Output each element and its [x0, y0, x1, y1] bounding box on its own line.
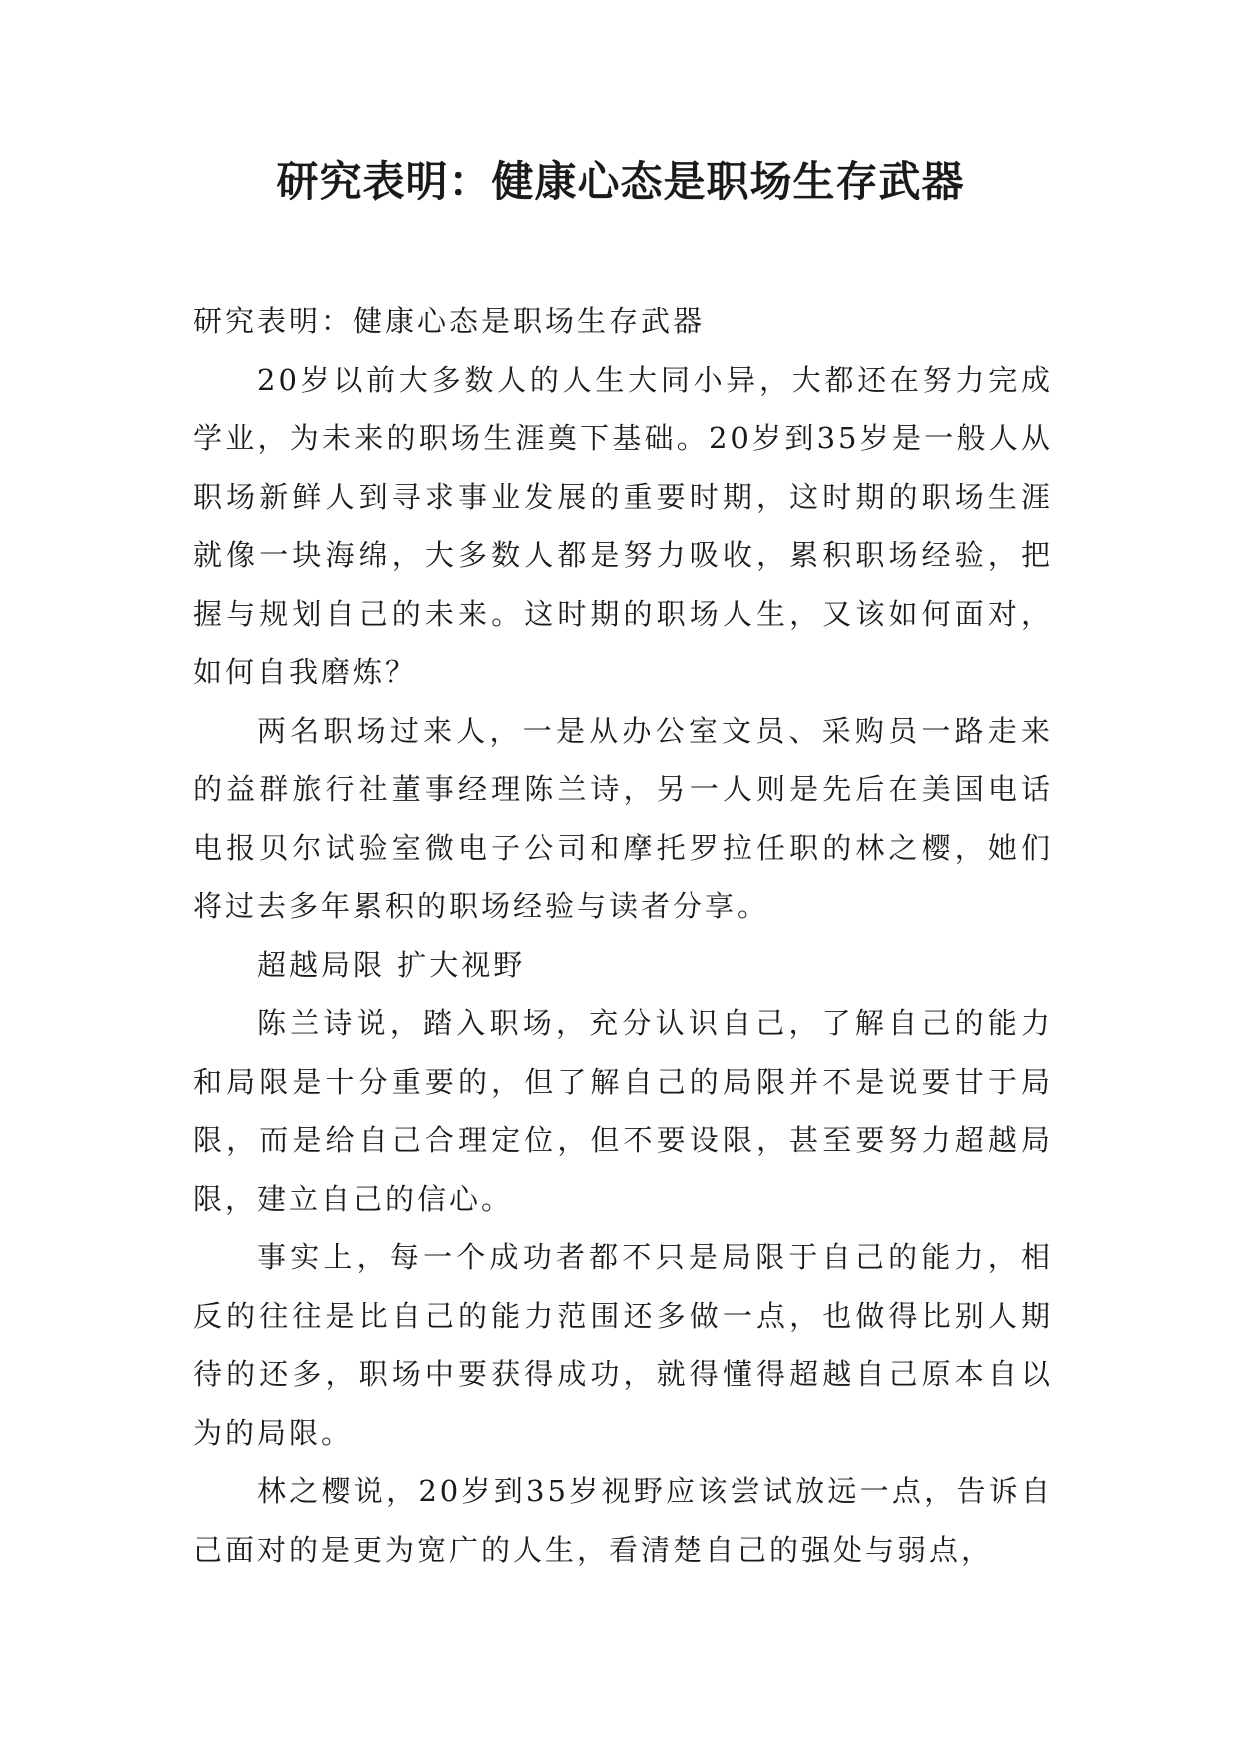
body-paragraph: 陈兰诗说，踏入职场，充分认识自己，了解自己的能力和局限是十分重要的，但了解自己的局限并不是说要甘于局限，而是给自己合理定位，但不要设限，甚至要努力超越局限，建立自己的信心。 [193, 1006, 1053, 1216]
body-paragraph-heading-repeat: 研究表明：健康心态是职场生存武器 [193, 304, 706, 338]
body-paragraph: 20岁以前大多数人的人生大同小异，大都还在努力完成学业，为未来的职场生涯奠下基础。20岁到35岁是一般人从职场新鲜人到寻求事业发展的重要时期，这时期的职场生涯就像一块海绵，大多数人都是努力吸收，累积职场经验，把握与规划自己的未来。这时期的职场人生，又该如何面对，如何自我磨炼？ [193, 362, 1053, 689]
body-paragraph: 林之樱说，20岁到35岁视野应该尝试放远一点，告诉自己面对的是更为宽广的人生，看清楚自己的强处与弱点， [193, 1474, 1053, 1567]
body-paragraph: 两名职场过来人，一是从办公室文员、采购员一路走来的益群旅行社董事经理陈兰诗，另一人则是先后在美国电话电报贝尔试验室微电子公司和摩托罗拉任职的林之樱，她们将过去多年累积的职场经验与读者分享。 [193, 713, 1053, 923]
document-title: 研究表明：健康心态是职场生存武器 [276, 157, 965, 206]
document-body [193, 292, 1053, 1579]
section-subheading: 超越局限 扩大视野 [257, 947, 526, 982]
body-paragraph: 事实上，每一个成功者都不只是局限于自己的能力，相反的往往是比自己的能力范围还多做一点，也做得比别人期待的还多，职场中要获得成功，就得懂得超越自己原本自以为的局限。 [193, 1240, 1053, 1450]
